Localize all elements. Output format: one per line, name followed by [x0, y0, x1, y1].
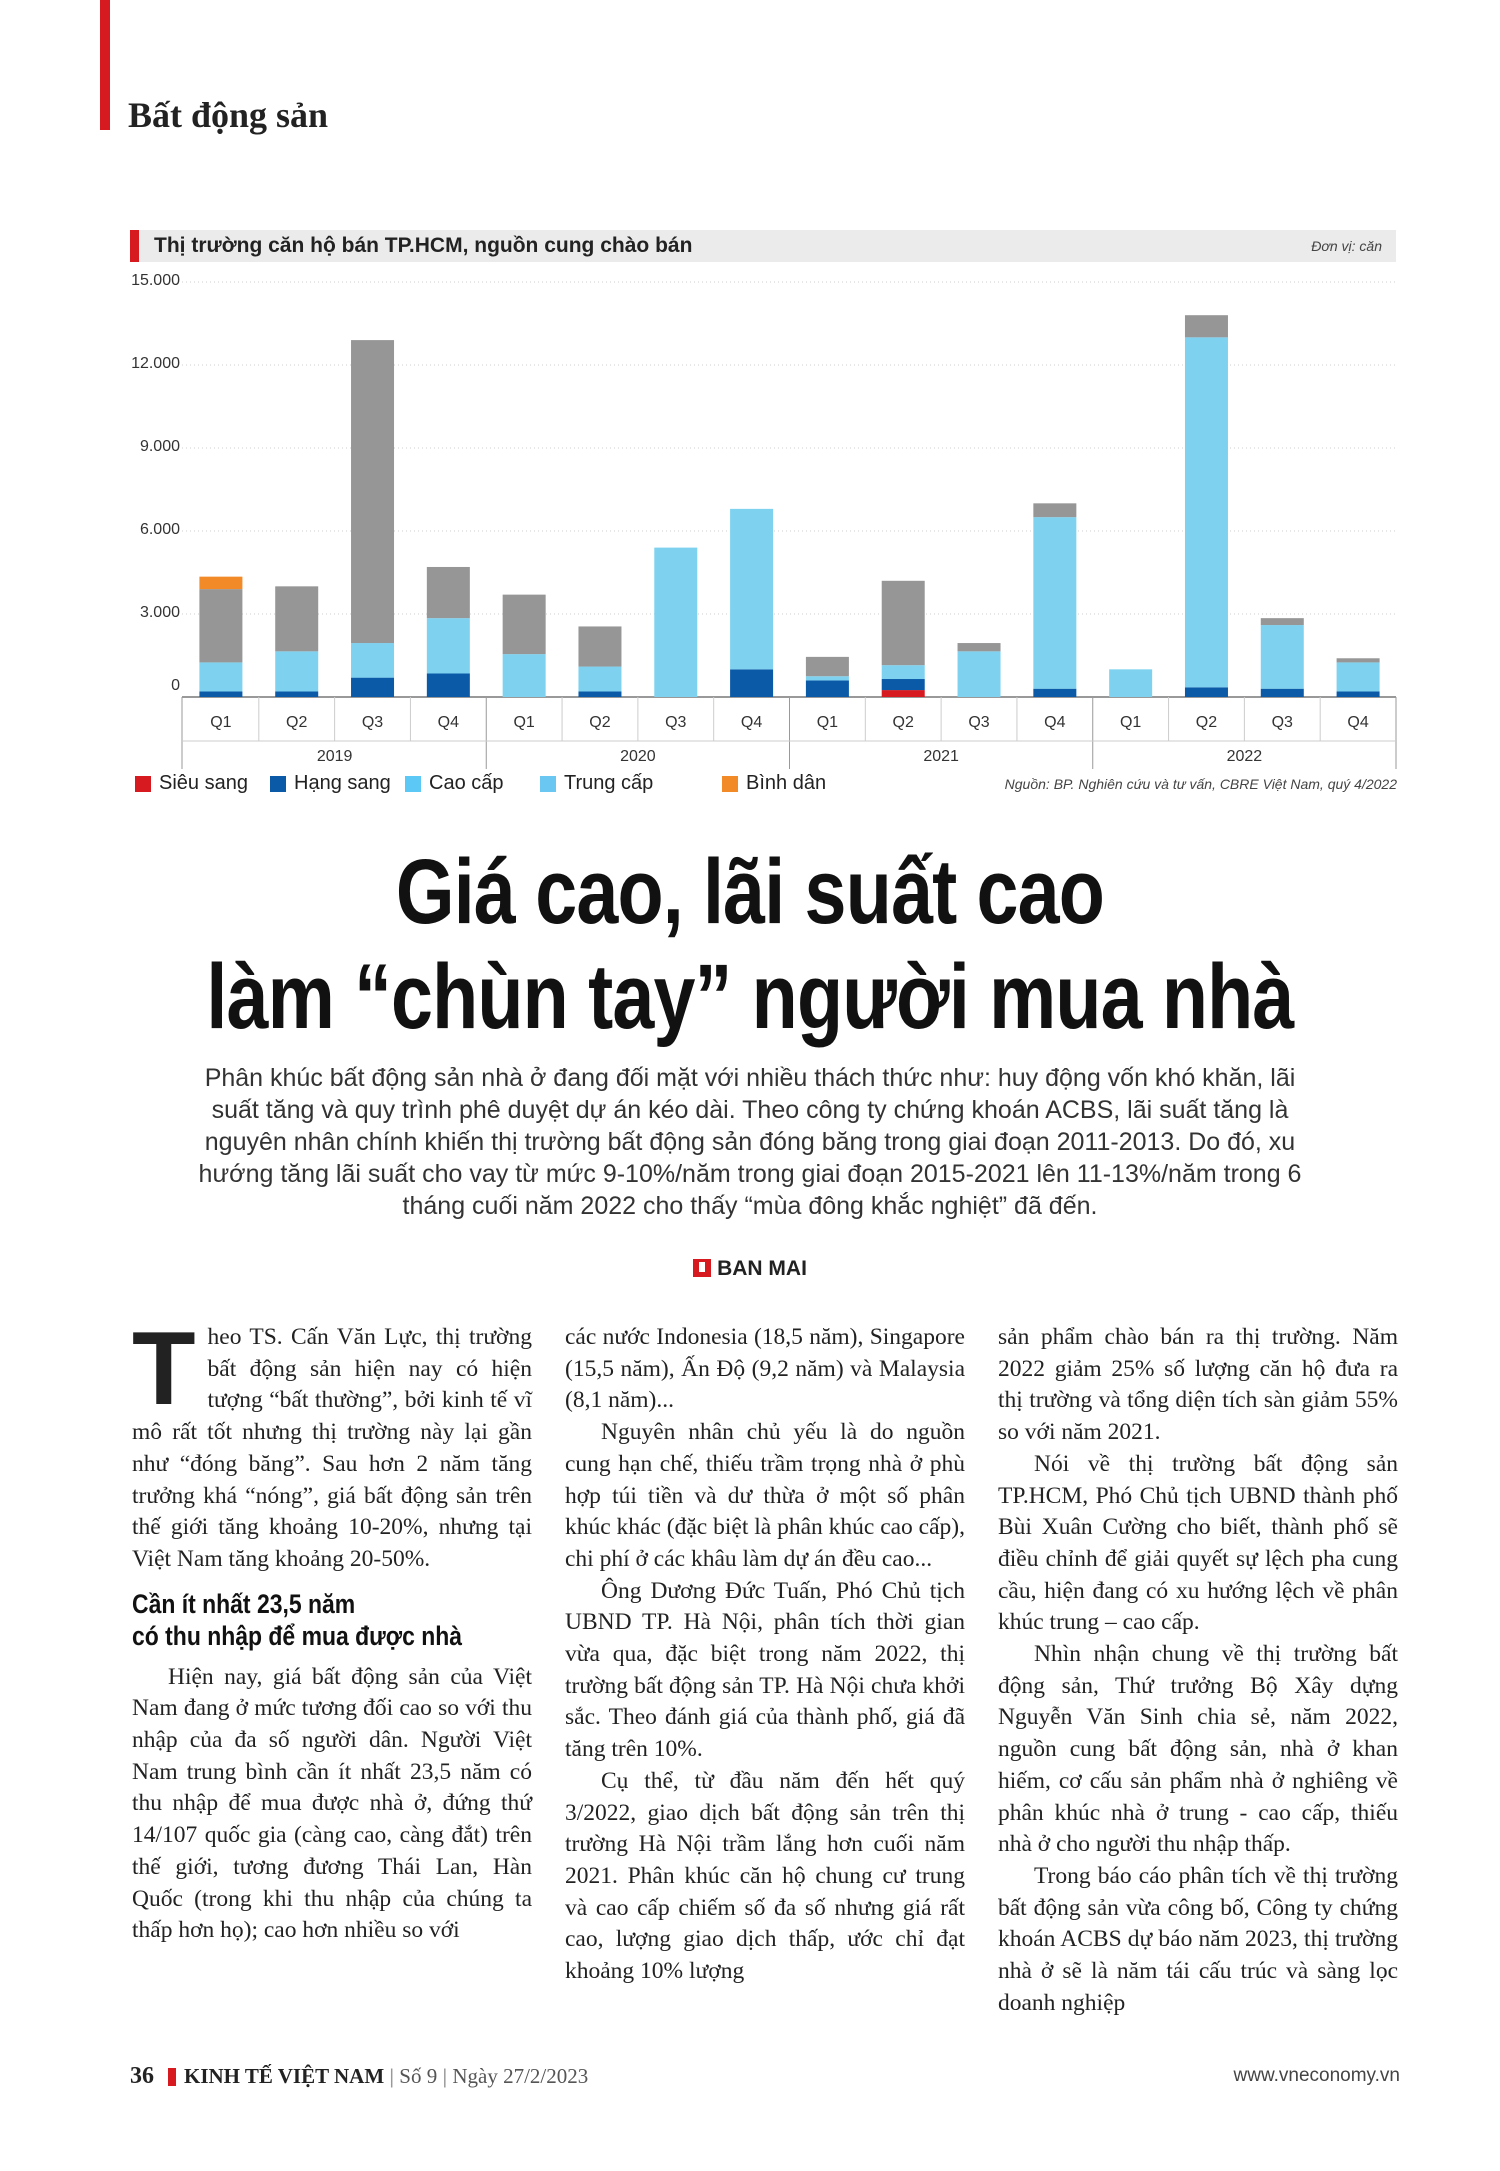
bar-segment-cao-cấp	[730, 509, 773, 669]
byline	[0, 1257, 1500, 1281]
bar-segment-trung-cấp	[806, 657, 849, 676]
page-footer	[130, 2063, 1400, 2093]
page-number: 36	[130, 2063, 154, 2089]
legend-label: Hạng sang	[294, 772, 391, 794]
x-tick-label: Q3	[968, 714, 990, 731]
drop-cap: T	[132, 1311, 196, 1427]
issue-number: Số 9	[399, 2064, 438, 2088]
paragraph: sản phẩm chào bán ra thị trường. Năm 2022 giảm 25% số lượng căn hộ đưa ra thị trường và tổng diện tích sàn giảm 55% so với năm 2021.	[998, 1324, 1398, 1446]
paragraph: Nguyên nhân chủ yếu là do nguồn cung hạn chế, thiếu trầm trọng nhà ở phù hợp túi tiền và dư thừa ở một số phân khúc khác (đặc biệt là phân khúc cao cấp), chi phí ở các khâu làm dự án đều cao...	[565, 1419, 965, 1572]
x-tick-label: Q4	[740, 714, 763, 731]
article-column-1	[132, 1311, 532, 1947]
legend-swatch	[722, 776, 738, 792]
legend-swatch	[135, 776, 151, 792]
x-tick-label: Q2	[1195, 714, 1218, 731]
y-tick-label: 0	[171, 677, 180, 694]
bar-segment-cao-cấp	[882, 665, 925, 679]
paragraph: Trong báo cáo phân tích về thị trường bất động sản vừa công bố, Công ty chứng khoán ACBS dự báo năm 2023, thị trường nhà ở sẽ là năm tái cấu trúc và sàng lọc doanh nghiệp	[998, 1862, 1398, 2016]
article-column-3	[998, 1322, 1398, 2019]
bar-segment-trung-cấp	[275, 586, 318, 651]
x-tick-label: Q1	[1119, 714, 1142, 731]
bar-segment-cao-cấp	[1033, 517, 1076, 689]
bar-segment-trung-cấp	[958, 643, 1001, 651]
legend-item-binh-dan	[722, 772, 826, 795]
bar-segment-trung-cấp	[882, 581, 925, 665]
issue-date: Ngày 27/2/2023	[452, 2064, 589, 2088]
x-tick-label: Q4	[1347, 714, 1369, 731]
x-tick-label: Q3	[665, 714, 687, 731]
x-tick-label: Q1	[210, 714, 232, 731]
bar-segment-hạng-sang	[1261, 689, 1304, 697]
x-tick-label: Q2	[892, 714, 914, 731]
bar-segment-cao-cấp	[199, 662, 242, 691]
bar-segment-trung-cấp	[503, 595, 546, 654]
author-name: BAN MAI	[717, 1257, 807, 1280]
bar-segment-cao-cấp	[806, 676, 849, 680]
article-column-2	[565, 1322, 965, 1988]
x-tick-label: Q3	[1271, 714, 1293, 731]
bar-segment-trung-cấp	[578, 626, 621, 666]
bar-segment-siêu-sang	[882, 690, 925, 697]
legend-item-hang-sang	[270, 772, 391, 795]
legend-label: Bình dân	[746, 772, 827, 794]
y-tick-label: 3.000	[139, 604, 180, 621]
paragraph: Nhìn nhận chung về thị trường bất động sản, Thứ trưởng Bộ Xây dựng Nguyễn Văn Sinh chia sẻ, năm 2022, nguồn cung bất động sản, nhà ở khan hiếm, cơ cấu sản phẩm nhà ở nghiêng về phân khúc nhà ở trung - cao cấp, thiếu nhà ở cho người thu nhập thấp.	[998, 1641, 1398, 1858]
y-tick-label: 12.000	[131, 355, 180, 372]
paragraph: các nước Indonesia (18,5 năm), Singapore (15,5 năm), Ấn Độ (9,2 năm) và Malaysia (8,1 năm)...	[565, 1324, 965, 1414]
paragraph: Nói về thị trường bất động sản TP.HCM, Phó Chủ tịch UBND thành phố Bùi Xuân Cường cho biết, thành phố sẽ điều chỉnh để giải quyết sự lệch pha cung cầu, hiện đang có xu hướng lệch về phân khúc trung – cao cấp.	[998, 1450, 1398, 1636]
y-tick-label: 9.000	[139, 438, 180, 455]
paragraph: Hiện nay, giá bất động sản của Việt Nam đang ở mức tương đối cao so với thu nhập của đa số người dân. Người Việt Nam trung bình cần ít nhất 23,5 năm có thu nhập để mua được nhà ở, đứng thứ 14/107 quốc gia (càng cao, càng đắt) trên thế giới, tương đương Thái Lan, Hàn Quốc (trong khi thu nhập của chúng ta thấp hơn họ); cao hơn nhiều so với	[132, 1663, 532, 1944]
bar-segment-hạng-sang	[882, 679, 925, 690]
bar-segment-cao-cấp	[1337, 662, 1380, 691]
y-tick-label: 15.000	[131, 272, 180, 289]
chart-legend	[135, 770, 1397, 800]
chart-title: Thị trường căn hộ bán TP.HCM, nguồn cung chào bán	[154, 234, 693, 257]
legend-label: Siêu sang	[159, 772, 248, 794]
bar-segment-cao-cấp	[958, 651, 1001, 697]
stacked-bar-chart	[130, 270, 1402, 770]
bar-segment-hạng-sang	[1033, 689, 1076, 697]
website: www.vneconomy.vn	[1233, 2065, 1400, 2086]
bar-segment-cao-cấp	[275, 651, 318, 691]
bar-segment-cao-cấp	[1109, 669, 1152, 697]
bar-segment-hạng-sang	[427, 673, 470, 697]
year-label: 2019	[316, 748, 353, 765]
chart-unit: Đơn vị: căn	[1311, 238, 1382, 254]
x-tick-label: Q2	[589, 714, 611, 731]
bar-segment-hạng-sang	[275, 691, 318, 697]
bar-segment-cao-cấp	[503, 654, 546, 697]
bar-segment-trung-cấp	[1337, 658, 1380, 662]
legend-item-trung-cap	[540, 772, 653, 795]
chart-source: Nguồn: BP. Nghiên cứu và tư vấn, CBRE Việt Nam, quý 4/2022	[1004, 776, 1397, 792]
paragraph: Ông Dương Đức Tuấn, Phó Chủ tịch UBND TP. Hà Nội, phân tích thời gian vừa qua, đặc biệt trong năm 2022, thị trường bất động sản TP. Hà Nội chưa khởi sắc. Theo đánh giá của thành phố, giá đã tăng trên 10%.	[565, 1577, 965, 1763]
bar-segment-hạng-sang	[806, 680, 849, 697]
bar-segment-cao-cấp	[654, 548, 697, 697]
legend-swatch	[270, 776, 286, 792]
legend-item-sieu-sang	[135, 772, 248, 795]
bar-segment-trung-cấp	[351, 340, 394, 643]
legend-swatch	[540, 776, 556, 792]
bar-segment-cao-cấp	[351, 643, 394, 678]
subheading-line-2: có thu nhập để mua được nhà	[132, 1620, 463, 1651]
bar-segment-trung-cấp	[1261, 618, 1304, 625]
pen-icon	[693, 1259, 711, 1277]
bar-segment-hạng-sang	[351, 678, 394, 697]
bar-segment-hạng-sang	[730, 669, 773, 697]
bar-segment-hạng-sang	[199, 691, 242, 697]
headline-line-1: Giá cao, lãi suất cao	[395, 841, 1105, 943]
bar-segment-cao-cấp	[427, 618, 470, 673]
x-tick-label: Q3	[361, 714, 384, 731]
headline-line-2: làm “chùn tay” người mua nhà	[206, 946, 1294, 1048]
magazine-name: KINH TẾ VIỆT NAM | Số 9 | Ngày 27/2/2023	[184, 2064, 589, 2088]
legend-swatch	[405, 776, 421, 792]
bar-segment-hạng-sang	[1337, 691, 1380, 697]
bar-segment-bình-dân	[199, 577, 242, 589]
lead-paragraph: Phân khúc bất động sản nhà ở đang đối mặt với nhiều thách thức như: huy động vốn khó khăn, lãi suất tăng và quy trình phê duyệt dự án kéo dài. Theo công ty chứng khoán ACBS, lãi suất tăng là nguyên nhân chính khiến thị trường bất động sản đóng băng trong giai đoạn 2011-2013. Do đó, xu hướng tăng lãi suất cho vay từ mức 9-10%/năm trong giai đoạn 2015-2021 lên 11-13%/năm trong 6 tháng cuối năm 2022 cho thấy “mùa đông khắc nghiệt” đã đến.	[198, 1064, 1302, 1220]
legend-label: Cao cấp	[429, 772, 504, 794]
legend-item-cao-cap	[405, 772, 504, 795]
x-tick-label: Q1	[513, 714, 535, 731]
bar-segment-trung-cấp	[199, 589, 242, 662]
magazine-title: KINH TẾ VIỆT NAM	[184, 2064, 385, 2088]
section-accent-bar	[100, 0, 110, 130]
section-label: Bất động sản	[128, 95, 329, 135]
subheading-line-1: Cần ít nhất 23,5 năm	[132, 1588, 356, 1619]
paragraph: Cụ thể, từ đầu năm đến hết quý 3/2022, giao dịch bất động sản trên thị trường Hà Nội trầm lắng hơn cuối năm 2021. Phân khúc căn hộ chung cư trung và cao cấp chiếm số đa số nhưng giá rất cao, lượng giao dịch thấp, ước chỉ đạt khoảng 10% lượng	[565, 1767, 965, 1985]
year-label: 2020	[620, 748, 656, 765]
x-tick-label: Q4	[1044, 714, 1066, 731]
y-tick-label: 6.000	[139, 521, 180, 538]
bar-segment-hạng-sang	[1185, 687, 1228, 697]
x-tick-label: Q2	[286, 714, 308, 731]
bar-segment-trung-cấp	[1033, 503, 1076, 517]
bar-segment-cao-cấp	[1261, 625, 1304, 689]
x-tick-label: Q1	[816, 714, 839, 731]
bar-segment-trung-cấp	[1185, 315, 1228, 337]
x-tick-label: Q4	[437, 714, 460, 731]
bar-segment-cao-cấp	[578, 667, 621, 692]
year-label: 2022	[1226, 748, 1263, 765]
bar-segment-hạng-sang	[578, 691, 621, 697]
year-label: 2021	[923, 748, 959, 765]
paragraph: heo TS. Cấn Văn Lực, thị trường bất động sản hiện nay có hiện tượng “bất thường”, bởi kinh tế vĩ mô rất tốt nhưng thị trường này lại gần như “đóng băng”. Sau hơn 2 năm tăng trưởng khá “nóng”, giá bất động sản trên thế giới tăng khoảng 10-20%, nhưng tại Việt Nam tăng khoảng 20-50%.	[132, 1324, 532, 1572]
chart-header	[130, 230, 1396, 262]
legend-label: Trung cấp	[564, 772, 654, 794]
bar-segment-trung-cấp	[427, 567, 470, 618]
footer-accent	[168, 2068, 176, 2086]
bar-segment-cao-cấp	[1185, 337, 1228, 687]
chart-header-accent	[130, 230, 139, 262]
